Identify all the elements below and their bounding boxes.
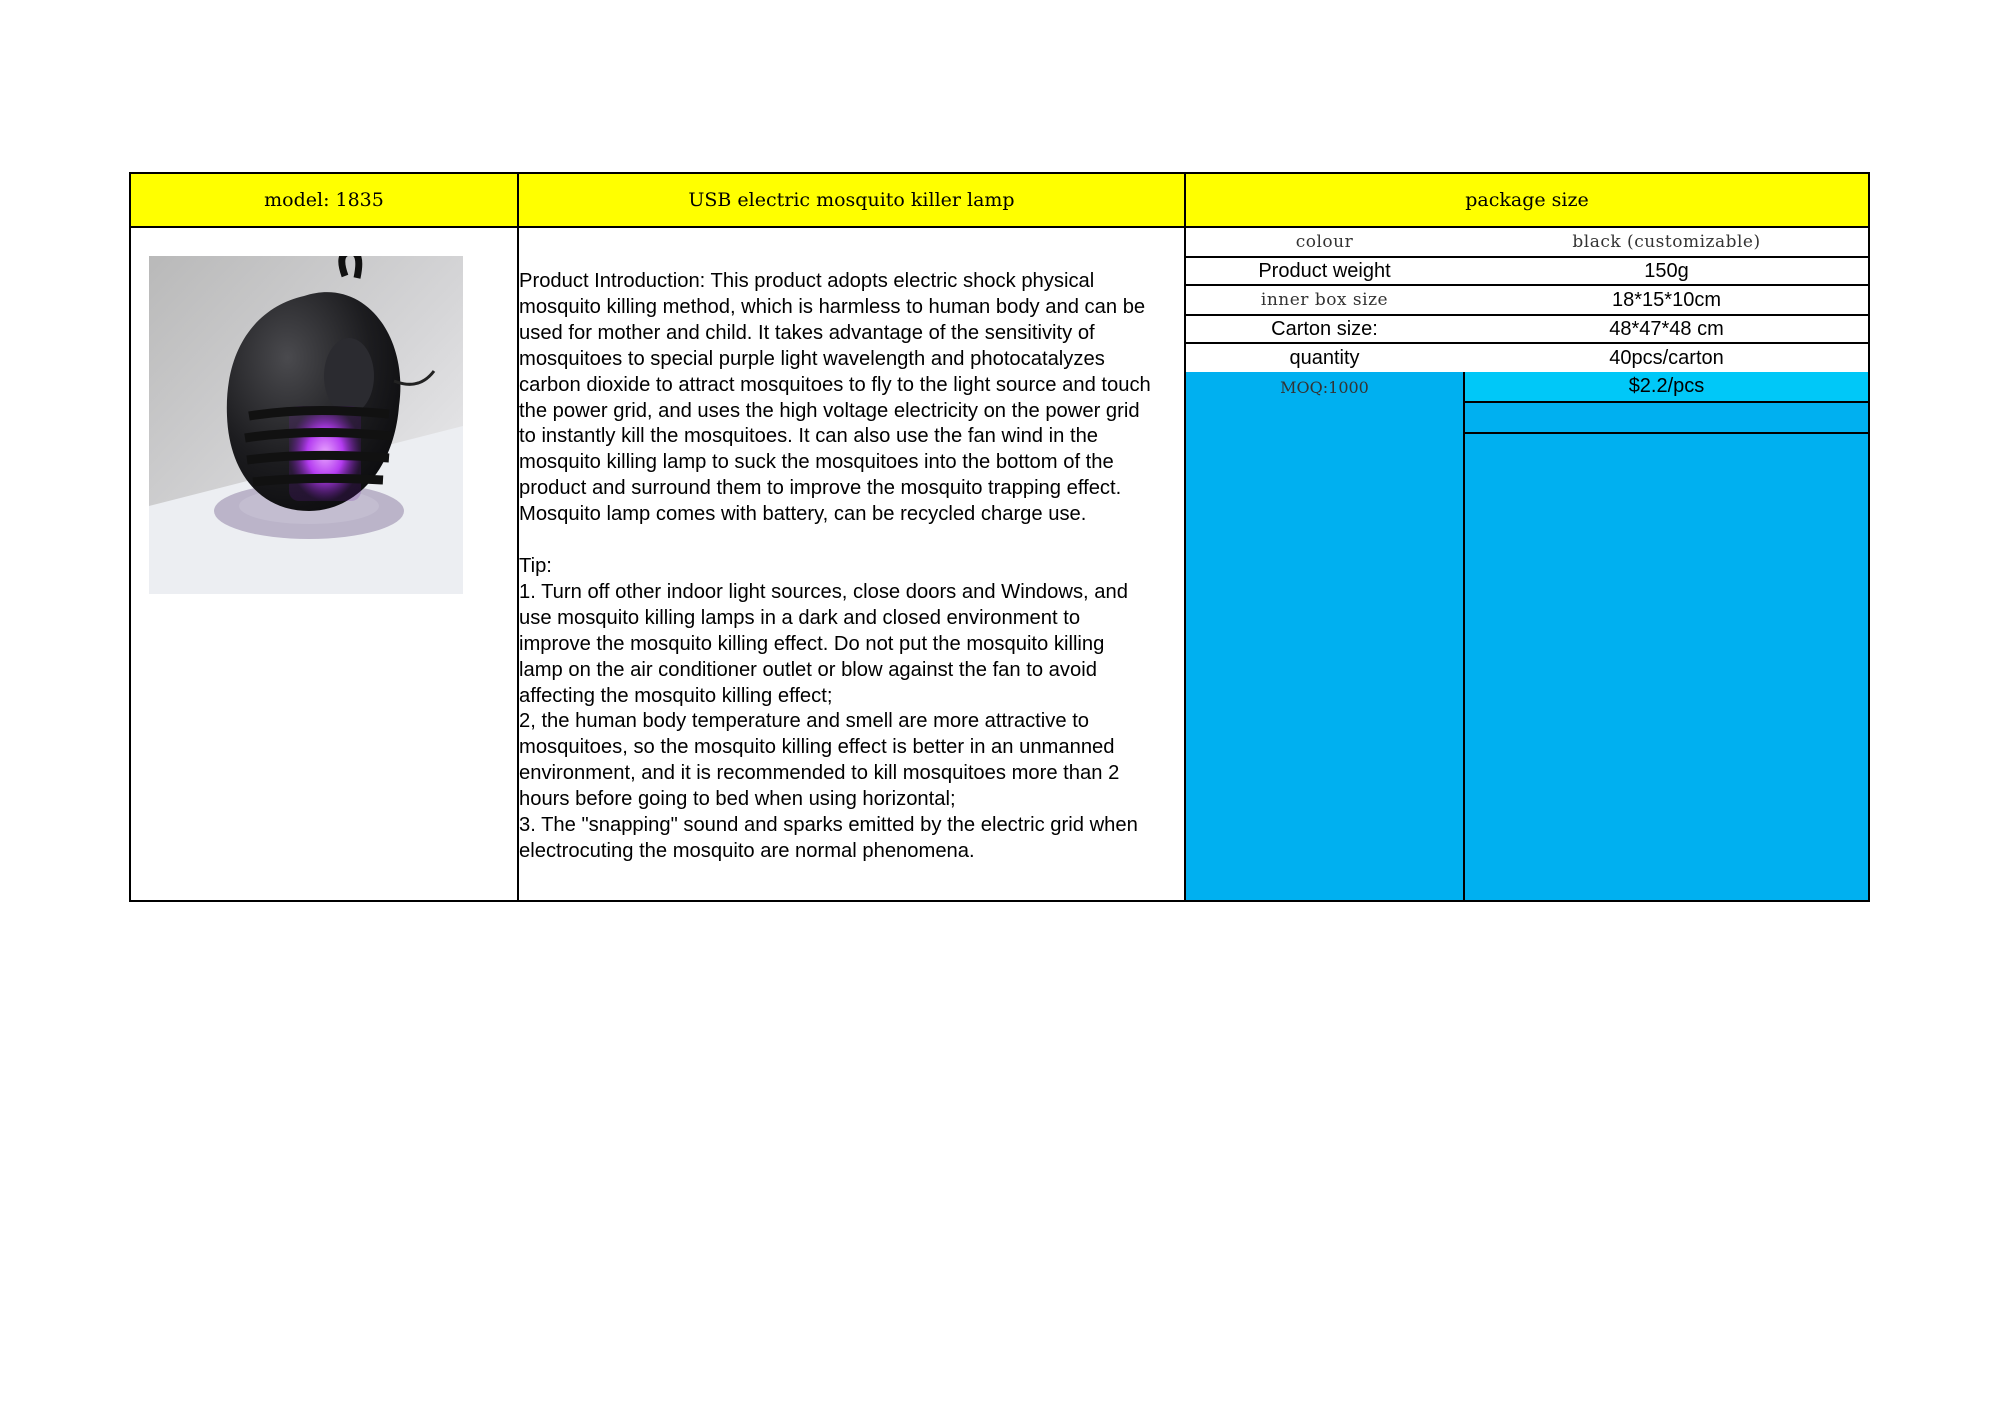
carton-value: 48*47*48 cm [1609,317,1724,340]
spec-row-inner-box [1186,286,1868,316]
price-value: $2.2/pcs [1465,372,1868,403]
spec-row-colour [1186,228,1868,258]
product-name-header [519,174,1184,228]
weight-label: Product weight [1258,259,1391,282]
carton-label: Carton size: [1271,317,1378,340]
product-photo [149,256,463,594]
pricing-panel [1186,372,1868,900]
model-header [131,174,517,228]
inner-box-value: 18*15*10cm [1612,288,1721,311]
package-size-header [1186,174,1868,228]
quantity-value: 40pcs/carton [1609,346,1724,369]
column-divider [1463,372,1465,900]
product-description: Product Introduction: This product adopts electric shock physical mosquito killing method, which is harmless to human body and can be used for mother and child. It takes advantage of the sensitivity of mosquitoes to special purple light wavelength and photocatalyzes carbon dioxide to attract mosquitoes to fly to the light source and touch the power grid, and uses the high voltage electricity on the power grid to instantly kill the mosquitoes. It can also use the fan wind in the mosquito killing lamp to suck the mosquitoes into the bottom of the product and surround them to improve the mosquito trapping effect. Mosquito lamp comes with battery, can be recycled charge use. Tip: 1. Turn off other indoor light sources, close doors and Windows, and use mosquito killing lamps in a dark and closed environment to improve the mosquito killing effect. Do not put the mosquito killing lamp on the air conditioner outlet or blow against the fan to avoid affecting the mosquito killing effect; 2, the human body temperature and smell are more attractive to mosquitoes, so the mosquito killing effect is better in an unmanned environment, and it is recommended to kill mosquitoes more than 2 hours before going to bed when using horizontal; 3. The "snapping" sound and sparks emitted by the electric grid when electrocuting the mosquito are normal phenomena. [519,270,1151,862]
quantity-label: quantity [1289,346,1360,369]
product-spec-sheet [129,172,1870,902]
model-label: model: 1835 [264,189,384,211]
weight-value: 150g [1644,259,1689,282]
spec-row-carton [1186,316,1868,344]
package-size-label: package size [1465,189,1589,211]
colour-label: colour [1295,232,1354,252]
inner-box-label: inner box size [1260,290,1389,310]
spec-row-weight [1186,258,1868,286]
spec-row-quantity [1186,344,1868,374]
empty-price-row [1465,403,1868,434]
colour-value: black (customizable) [1572,232,1761,252]
moq-label: MOQ:1000 [1280,377,1369,397]
product-name: USB electric mosquito killer lamp [688,189,1015,211]
